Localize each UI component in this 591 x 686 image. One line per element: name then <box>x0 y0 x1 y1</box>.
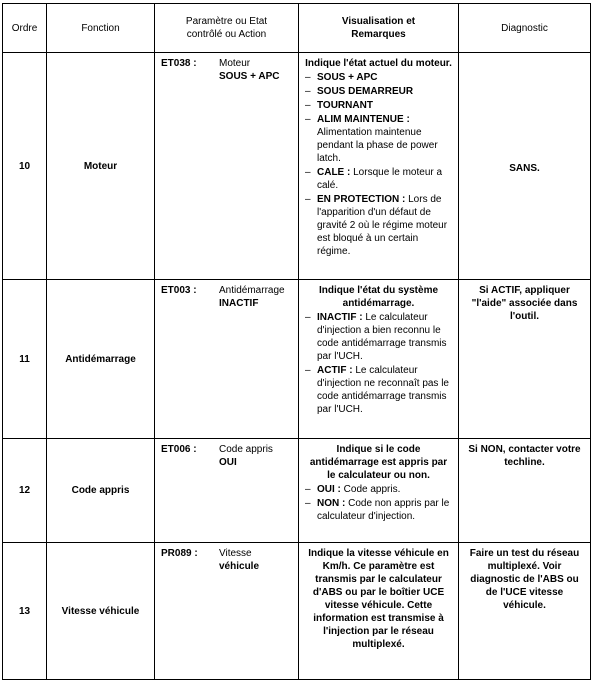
cell-parametre <box>155 280 299 439</box>
param-value <box>219 284 285 310</box>
table-row <box>3 439 591 543</box>
bullet-dash-icon: – <box>305 498 311 509</box>
bullet-dash-icon: – <box>305 484 311 495</box>
visu-item-label: NON : <box>317 498 346 509</box>
visu-list <box>305 483 452 523</box>
visu-list <box>305 71 452 258</box>
param-value <box>219 547 259 573</box>
visu-list <box>305 311 452 416</box>
bullet-dash-icon: – <box>305 72 311 83</box>
visu-item-desc: Le calculateur d'injection a bien reconnu le code antidémarrage transmis par l'UCH. <box>317 312 447 362</box>
param-code: PR089 : <box>161 548 198 559</box>
visu-list-item <box>305 497 452 523</box>
visu-intro: Indique l'état du système antidémarrage. <box>318 285 439 309</box>
visu-list-item <box>305 311 452 363</box>
bullet-dash-icon: – <box>305 194 311 205</box>
visu-item-desc: Le calculateur d'injection ne reconnaît pas le code antidémarrage transmis par l'UCH. <box>317 365 449 415</box>
param-state: OUI <box>219 457 237 468</box>
cell-diagnostic: Si NON, contacter votre techline. <box>459 439 591 543</box>
visu-item-desc: Lors de l'apparition d'un défaut de gravité 2 où le régime moteur est bloqué à un certain régime. <box>317 194 448 257</box>
header-fonction: Fonction <box>47 4 155 53</box>
bullet-dash-icon: – <box>305 365 311 376</box>
cell-fonction: Vitesse véhicule <box>47 543 155 680</box>
bullet-dash-icon: – <box>305 114 311 125</box>
cell-diagnostic: Faire un test du réseau multiplexé. Voir diagnostic de l'ABS ou de l'UCE vitesse véhicule. <box>459 543 591 680</box>
cell-ordre: 12 <box>3 439 47 543</box>
cell-parametre <box>155 53 299 280</box>
param-name: Code appris <box>219 444 273 455</box>
visu-item-label: EN PROTECTION : <box>317 194 406 205</box>
header-row <box>3 4 591 53</box>
header-parametre: Paramètre ou Etat contrôlé ou Action <box>155 4 299 53</box>
param-name: Vitesse <box>219 548 252 559</box>
visu-item-label: SOUS DEMARREUR <box>317 86 414 97</box>
diagnostic-table <box>2 3 591 680</box>
visu-item-desc: Alimentation maintenue pendant la phase de power latch. <box>317 127 438 164</box>
header-ordre: Ordre <box>3 4 47 53</box>
table-row <box>3 53 591 280</box>
bullet-dash-icon: – <box>305 312 311 323</box>
param-code: ET038 : <box>161 58 197 69</box>
cell-parametre <box>155 439 299 543</box>
param-value <box>219 57 279 83</box>
bullet-dash-icon: – <box>305 100 311 111</box>
visu-intro: Indique l'état actuel du moteur. <box>305 58 452 69</box>
visu-list-item <box>305 85 452 98</box>
cell-diagnostic: Si ACTIF, appliquer "l'aide" associée dans l'outil. <box>459 280 591 439</box>
param-value <box>219 443 273 469</box>
cell-visualisation <box>299 53 459 280</box>
bullet-dash-icon: – <box>305 86 311 97</box>
visu-item-label: INACTIF : <box>317 312 363 323</box>
header-visualisation: Visualisation et Remarques <box>299 4 459 53</box>
cell-parametre <box>155 543 299 680</box>
visu-item-label: SOUS + APC <box>317 72 378 83</box>
cell-visualisation <box>299 543 459 680</box>
bullet-dash-icon: – <box>305 167 311 178</box>
cell-fonction: Antidémarrage <box>47 280 155 439</box>
visu-item-desc: Lorsque le moteur a calé. <box>317 167 443 191</box>
param-state: SOUS + APC <box>219 71 280 82</box>
visu-item-desc: Code non appris par le calculateur d'injection. <box>317 498 450 522</box>
visu-intro: Indique si le code antidémarrage est appris par le calculateur ou non. <box>309 444 448 481</box>
visu-list-item <box>305 193 452 258</box>
param-state: véhicule <box>219 561 260 572</box>
cell-ordre: 11 <box>3 280 47 439</box>
cell-fonction: Code appris <box>47 439 155 543</box>
visu-list-item <box>305 71 452 84</box>
cell-ordre: 10 <box>3 53 47 280</box>
visu-list-item <box>305 166 452 192</box>
visu-item-label: CALE : <box>317 167 351 178</box>
table-row <box>3 280 591 439</box>
visu-item-label: ALIM MAINTENUE : <box>317 114 410 125</box>
cell-visualisation <box>299 280 459 439</box>
visu-item-label: TOURNANT <box>317 100 373 111</box>
cell-visualisation <box>299 439 459 543</box>
param-name: Moteur <box>219 58 251 69</box>
visu-item-desc: Code appris. <box>343 484 401 495</box>
table-row <box>3 543 591 680</box>
visu-intro: Indique la vitesse véhicule en Km/h. Ce paramètre est transmis par le calculateur d'ABS ou par le boîtier UCE vitesse véhicule. Cette information est transmise à l'injection par le réseau multiplexé. <box>308 548 449 650</box>
param-code: ET006 : <box>161 444 197 455</box>
visu-item-label: ACTIF : <box>317 365 353 376</box>
param-name: Antidémarrage <box>219 285 285 296</box>
visu-list-item <box>305 364 452 416</box>
param-state: INACTIF <box>219 298 259 309</box>
visu-list-item <box>305 113 452 165</box>
cell-diagnostic: SANS. <box>459 53 591 280</box>
visu-list-item <box>305 483 452 496</box>
visu-list-item <box>305 99 452 112</box>
header-diagnostic: Diagnostic <box>459 4 591 53</box>
cell-fonction: Moteur <box>47 53 155 280</box>
visu-item-label: OUI : <box>317 484 341 495</box>
cell-ordre: 13 <box>3 543 47 680</box>
param-code: ET003 : <box>161 285 197 296</box>
